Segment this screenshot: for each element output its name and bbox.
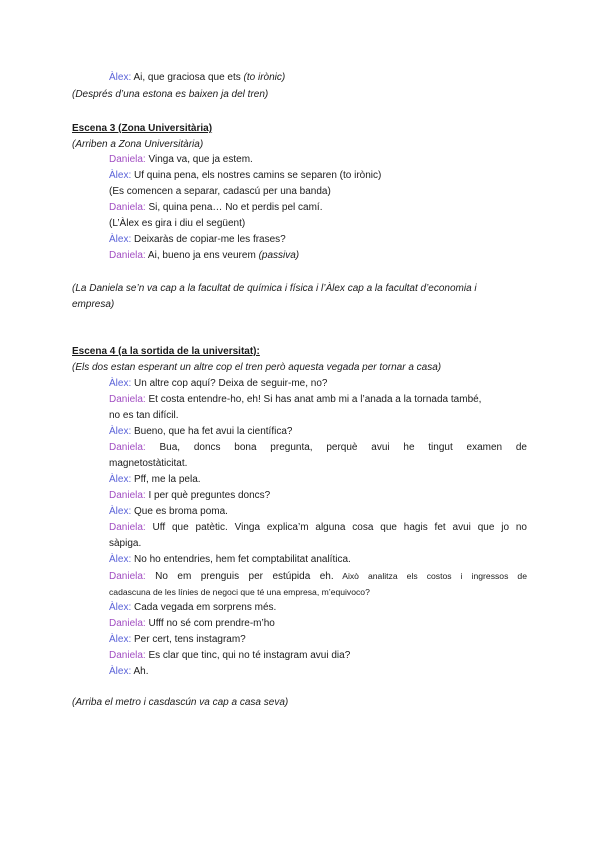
dialogue-line: Àlex: Per cert, tens instagram? [109,634,246,645]
dialogue-line: Àlex: Un altre cop aquí? Deixa de seguir-me, no? [109,378,328,389]
speaker-daniela: Daniela: [109,571,146,582]
dialogue-line: Àlex: Uf quina pena, els nostres camins se separen (to irònic) [109,170,382,181]
speaker-daniela: Daniela: [109,154,146,165]
stage-direction: (Es comencen a separar, cadascú per una banda) [109,186,331,197]
speaker-daniela: Daniela: [109,250,146,261]
speaker-alex: Àlex: [109,506,132,517]
dialogue-line: Àlex: Cada vegada em sorprens més. [109,602,277,613]
speaker-alex: Àlex: [109,554,132,565]
dialogue-line: Àlex: Bueno, que ha fet avui la científica? [109,426,293,437]
dialogue-line: Daniela: Vinga va, que ja estem. [109,154,253,165]
dialogue-continuation: cadascuna de les línies de negoci que té una empresa, m’equivoco? [109,587,370,597]
speaker-alex: Àlex: [109,474,132,485]
speaker-daniela: Daniela: [109,650,146,661]
scene3-closing: empresa) [72,299,115,310]
speaker-daniela: Daniela: [109,442,146,453]
scene3-stage: (Arriben a Zona Universitària) [72,139,204,150]
dialogue-line: Àlex: Pff, me la pela. [109,474,201,485]
scene4-heading: Escena 4 (a la sortida de la universitat): [72,346,260,357]
speaker-alex: Àlex: [109,426,132,437]
dialogue-line: Àlex: Que es broma poma. [109,506,228,517]
dialogue-line: Daniela: Ai, bueno ja ens veurem (passiva) [109,250,300,261]
stage-direction: (L’Àlex es gira i diu el següent) [109,218,246,229]
speaker-alex: Àlex: [109,634,132,645]
dialogue-line: Daniela: Bua, doncs bona pregunta, perquè avui he tingut examen de [109,442,527,453]
dialogue-line: Daniela: Ufff no sé com prendre-m’ho [109,618,275,629]
line-alex-ironic: Àlex: Ai, que graciosa que ets (to irònic) [109,72,286,83]
scene3-heading: Escena 3 (Zona Universitària) [72,123,213,134]
scene3-closing: (La Daniela se’n va cap a la facultat de química i física i l’Àlex cap a la facultat d’economia i [72,283,477,294]
speaker-daniela: Daniela: [109,618,146,629]
dialogue-line: Daniela: I per què preguntes doncs? [109,490,271,501]
dialogue-line: Daniela: Et costa entendre-ho, eh! Si has anat amb mi a l’anada a la tornada també, [109,394,482,405]
dialogue-continuation: sàpiga. [109,538,142,549]
dialogue-line: Daniela: Es clar que tinc, qui no té instagram avui dia? [109,650,351,661]
speaker-alex: Àlex: [109,170,132,181]
scene4-closing: (Arriba el metro i casdascún va cap a casa seva) [72,697,289,708]
scene4-stage: (Els dos estan esperant un altre cop el tren però aquesta vegada per tornar a casa) [72,362,442,373]
speaker-daniela: Daniela: [109,490,146,501]
dialogue-line: Daniela: No em prenguis per estúpida eh. Això analitza els costos i ingressos de [109,571,527,582]
dialogue-line: Àlex: Deixaràs de copiar-me les frases? [109,234,286,245]
speaker-alex: Àlex: [109,234,132,245]
dialogue-continuation: magnetostàticitat. [109,458,188,469]
speaker-alex: Àlex: [109,378,132,389]
stage-direction: (Després d’una estona es baixen ja del tren) [72,89,269,100]
dialogue-line: Daniela: Uff que patètic. Vinga explica’m alguna cosa que hagis fet avui que jo no [109,522,527,533]
dialogue-line: Àlex: Ah. [109,666,149,677]
speaker-alex: Àlex: [109,72,132,83]
speaker-daniela: Daniela: [109,202,146,213]
speaker-alex: Àlex: [109,602,132,613]
dialogue-line: Daniela: Si, quina pena… No et perdis pel camí. [109,202,323,213]
dialogue-line: Àlex: No ho entendries, hem fet comptabilitat analítica. [109,554,351,565]
dialogue-continuation: no es tan difícil. [109,410,179,421]
speaker-daniela: Daniela: [109,522,146,533]
speaker-daniela: Daniela: [109,394,146,405]
speaker-alex: Àlex: [109,666,132,677]
